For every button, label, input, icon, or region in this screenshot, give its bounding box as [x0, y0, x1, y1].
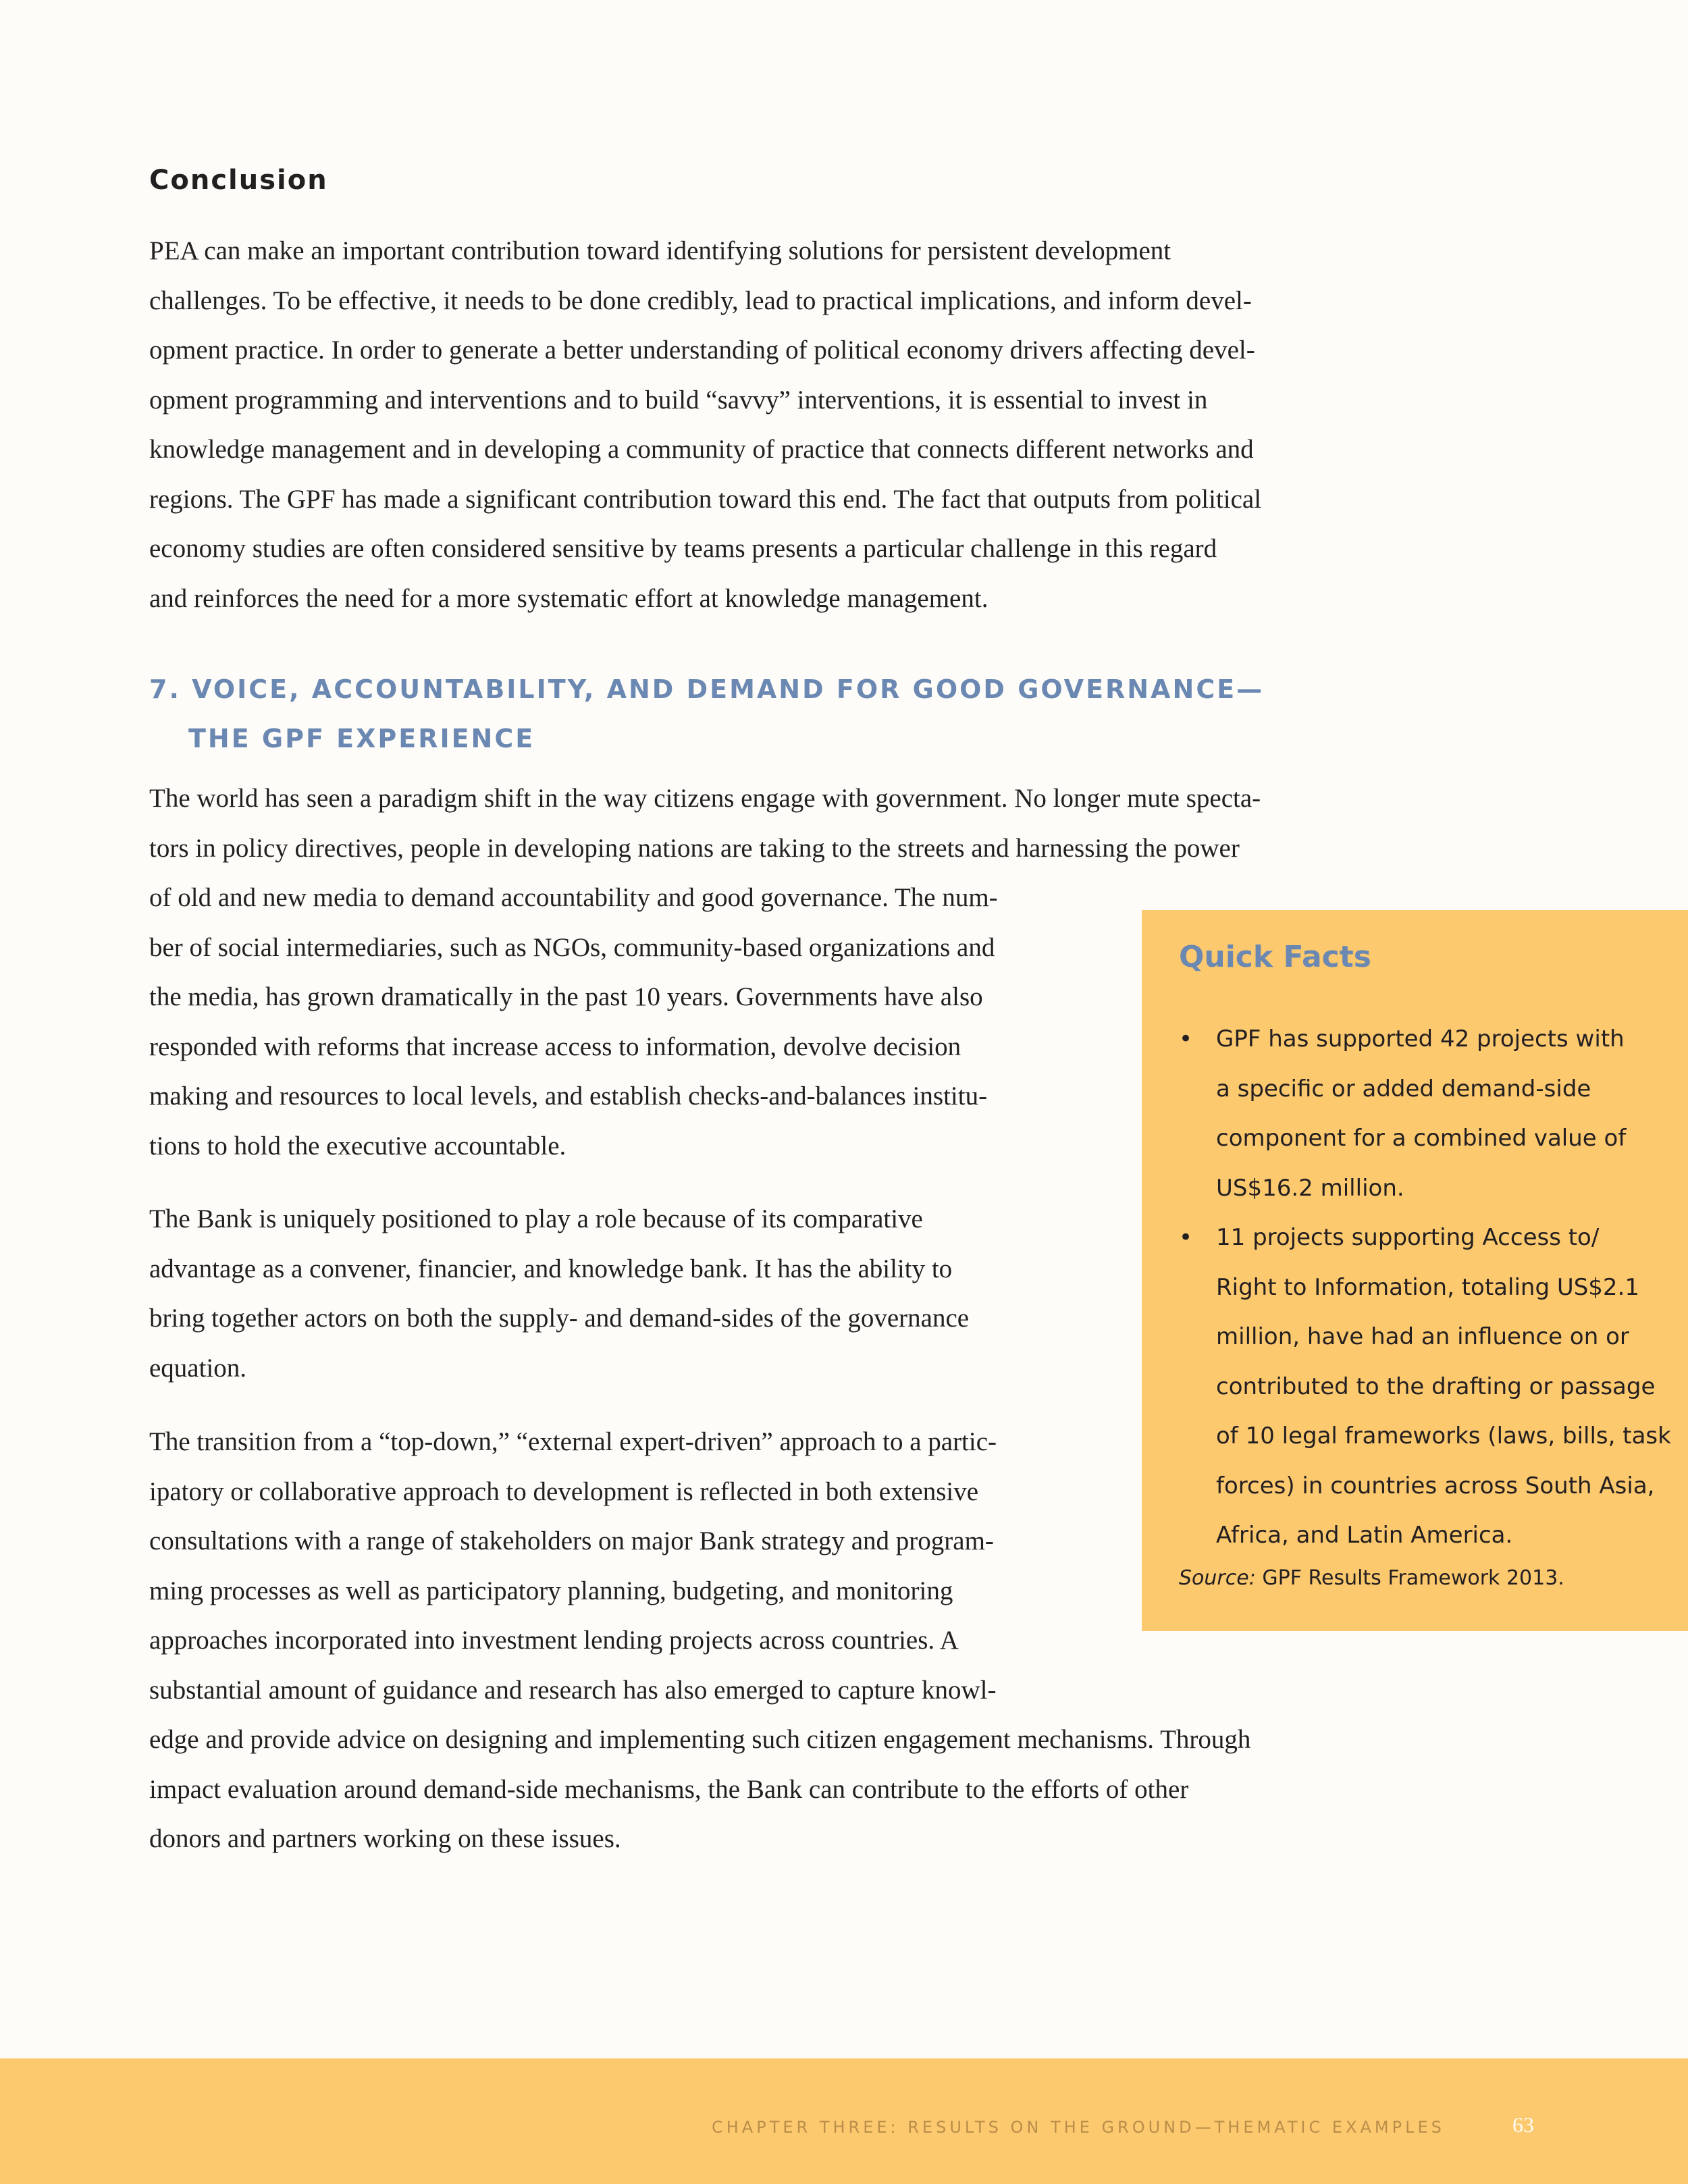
text-line: advantage as a convener, financier, and knowledge bank. It has the ability to	[149, 1254, 953, 1283]
text-line: 11 projects supporting Access to/	[1216, 1224, 1600, 1251]
text-line: tions to hold the executive accountable.	[149, 1131, 566, 1161]
text-line: knowledge management and in developing a community of practice that connects different networks and	[149, 435, 1254, 464]
voice-paragraph-2	[149, 1194, 969, 1393]
conclusion-paragraph	[149, 226, 1261, 623]
text-line: of old and new media to demand accountability and good governance. The num-	[149, 883, 998, 912]
text-line: economy studies are often considered sensitive by teams presents a particular challenge in this regard	[149, 534, 1217, 563]
source-label: Source:	[1179, 1566, 1256, 1590]
quick-facts-source	[1179, 1566, 1564, 1590]
text-line: GPF has supported 42 projects with	[1216, 1026, 1625, 1053]
text-line: edge and provide advice on designing and implementing such citizen engagement mechanisms. Through	[149, 1725, 1251, 1754]
section-heading-line: THE GPF EXPERIENCE	[188, 724, 535, 753]
chapter-running-title: CHAPTER THREE: RESULTS ON THE GROUND—THEMATIC EXAMPLES	[712, 2118, 1445, 2137]
section-7-heading	[149, 665, 1264, 764]
text-line: forces) in countries across South Asia,	[1216, 1472, 1655, 1499]
text-line: donors and partners working on these issues.	[149, 1824, 621, 1853]
text-line: of 10 legal frameworks (laws, bills, task	[1216, 1422, 1671, 1449]
text-line: making and resources to local levels, and establish checks-and-balances institu-	[149, 1082, 988, 1111]
conclusion-heading: Conclusion	[149, 165, 328, 196]
text-line: ming processes as well as participatory planning, budgeting, and monitoring	[149, 1576, 953, 1605]
section-heading-line: 7. VOICE, ACCOUNTABILITY, AND DEMAND FOR GOOD GOVERNANCE—	[149, 674, 1265, 704]
page-number: 63	[1512, 2112, 1534, 2137]
quick-facts-list	[1179, 1015, 1671, 1561]
text-line: The Bank is uniquely positioned to play a role because of its comparative	[149, 1204, 923, 1233]
text-line: PEA can make an important contribution toward identifying solutions for persistent development	[149, 236, 1171, 265]
source-text: GPF Results Framework 2013.	[1262, 1566, 1564, 1590]
text-line: challenges. To be effective, it needs to be done credibly, lead to practical implications, and inform devel-	[149, 286, 1252, 315]
voice-paragraph-1	[149, 774, 1261, 1171]
quick-fact-item	[1179, 1213, 1671, 1561]
text-line: contributed to the drafting or passage	[1216, 1373, 1656, 1400]
text-line: and reinforces the need for a more systematic effort at knowledge management.	[149, 583, 988, 613]
voice-paragraph-3	[149, 1417, 1250, 1864]
text-line: million, have had an influence on or	[1216, 1323, 1629, 1350]
text-line: bring together actors on both the supply- and demand-sides of the governance	[149, 1304, 970, 1333]
text-line: The transition from a “top-down,” “external expert-driven” approach to a partic-	[149, 1427, 997, 1456]
text-line: substantial amount of guidance and research has also emerged to capture knowl-	[149, 1675, 997, 1705]
quick-fact-item	[1179, 1015, 1671, 1213]
text-line: regions. The GPF has made a significant contribution toward this end. The fact that outputs from political	[149, 484, 1262, 514]
text-line: responded with reforms that increase access to information, devolve decision	[149, 1032, 961, 1061]
text-line: component for a combined value of	[1216, 1125, 1627, 1152]
text-line: opment practice. In order to generate a better understanding of political economy drivers affecting devel-	[149, 336, 1255, 365]
text-line: US$16.2 million.	[1216, 1174, 1404, 1202]
text-line: Right to Information, totaling US$2.1	[1216, 1273, 1640, 1301]
text-line: tors in policy directives, people in developing nations are taking to the streets and harnessing the power	[149, 833, 1240, 863]
text-line: impact evaluation around demand-side mechanisms, the Bank can contribute to the efforts of other	[149, 1774, 1189, 1804]
quick-facts-box	[1142, 910, 1688, 1631]
text-line: a specific or added demand-side	[1216, 1075, 1591, 1102]
text-line: Africa, and Latin America.	[1216, 1522, 1513, 1549]
text-line: ipatory or collaborative approach to development is reflected in both extensive	[149, 1476, 979, 1506]
page-footer	[0, 2058, 1688, 2184]
text-line: approaches incorporated into investment lending projects across countries. A	[149, 1626, 959, 1655]
text-line: ber of social intermediaries, such as NGOs, community-based organizations and	[149, 932, 995, 962]
bullet-icon: •	[1179, 1224, 1193, 1251]
text-line: the media, has grown dramatically in the past 10 years. Governments have also	[149, 982, 983, 1011]
text-line: The world has seen a paradigm shift in the way citizens engage with government. No longer mute specta-	[149, 784, 1261, 813]
text-line: opment programming and interventions and to build “savvy” interventions, it is essential to invest in	[149, 385, 1208, 415]
text-line: consultations with a range of stakeholders on major Bank strategy and program-	[149, 1526, 994, 1555]
bullet-icon: •	[1179, 1026, 1193, 1053]
text-line: equation.	[149, 1353, 247, 1383]
quick-facts-title: Quick Facts	[1179, 940, 1371, 974]
